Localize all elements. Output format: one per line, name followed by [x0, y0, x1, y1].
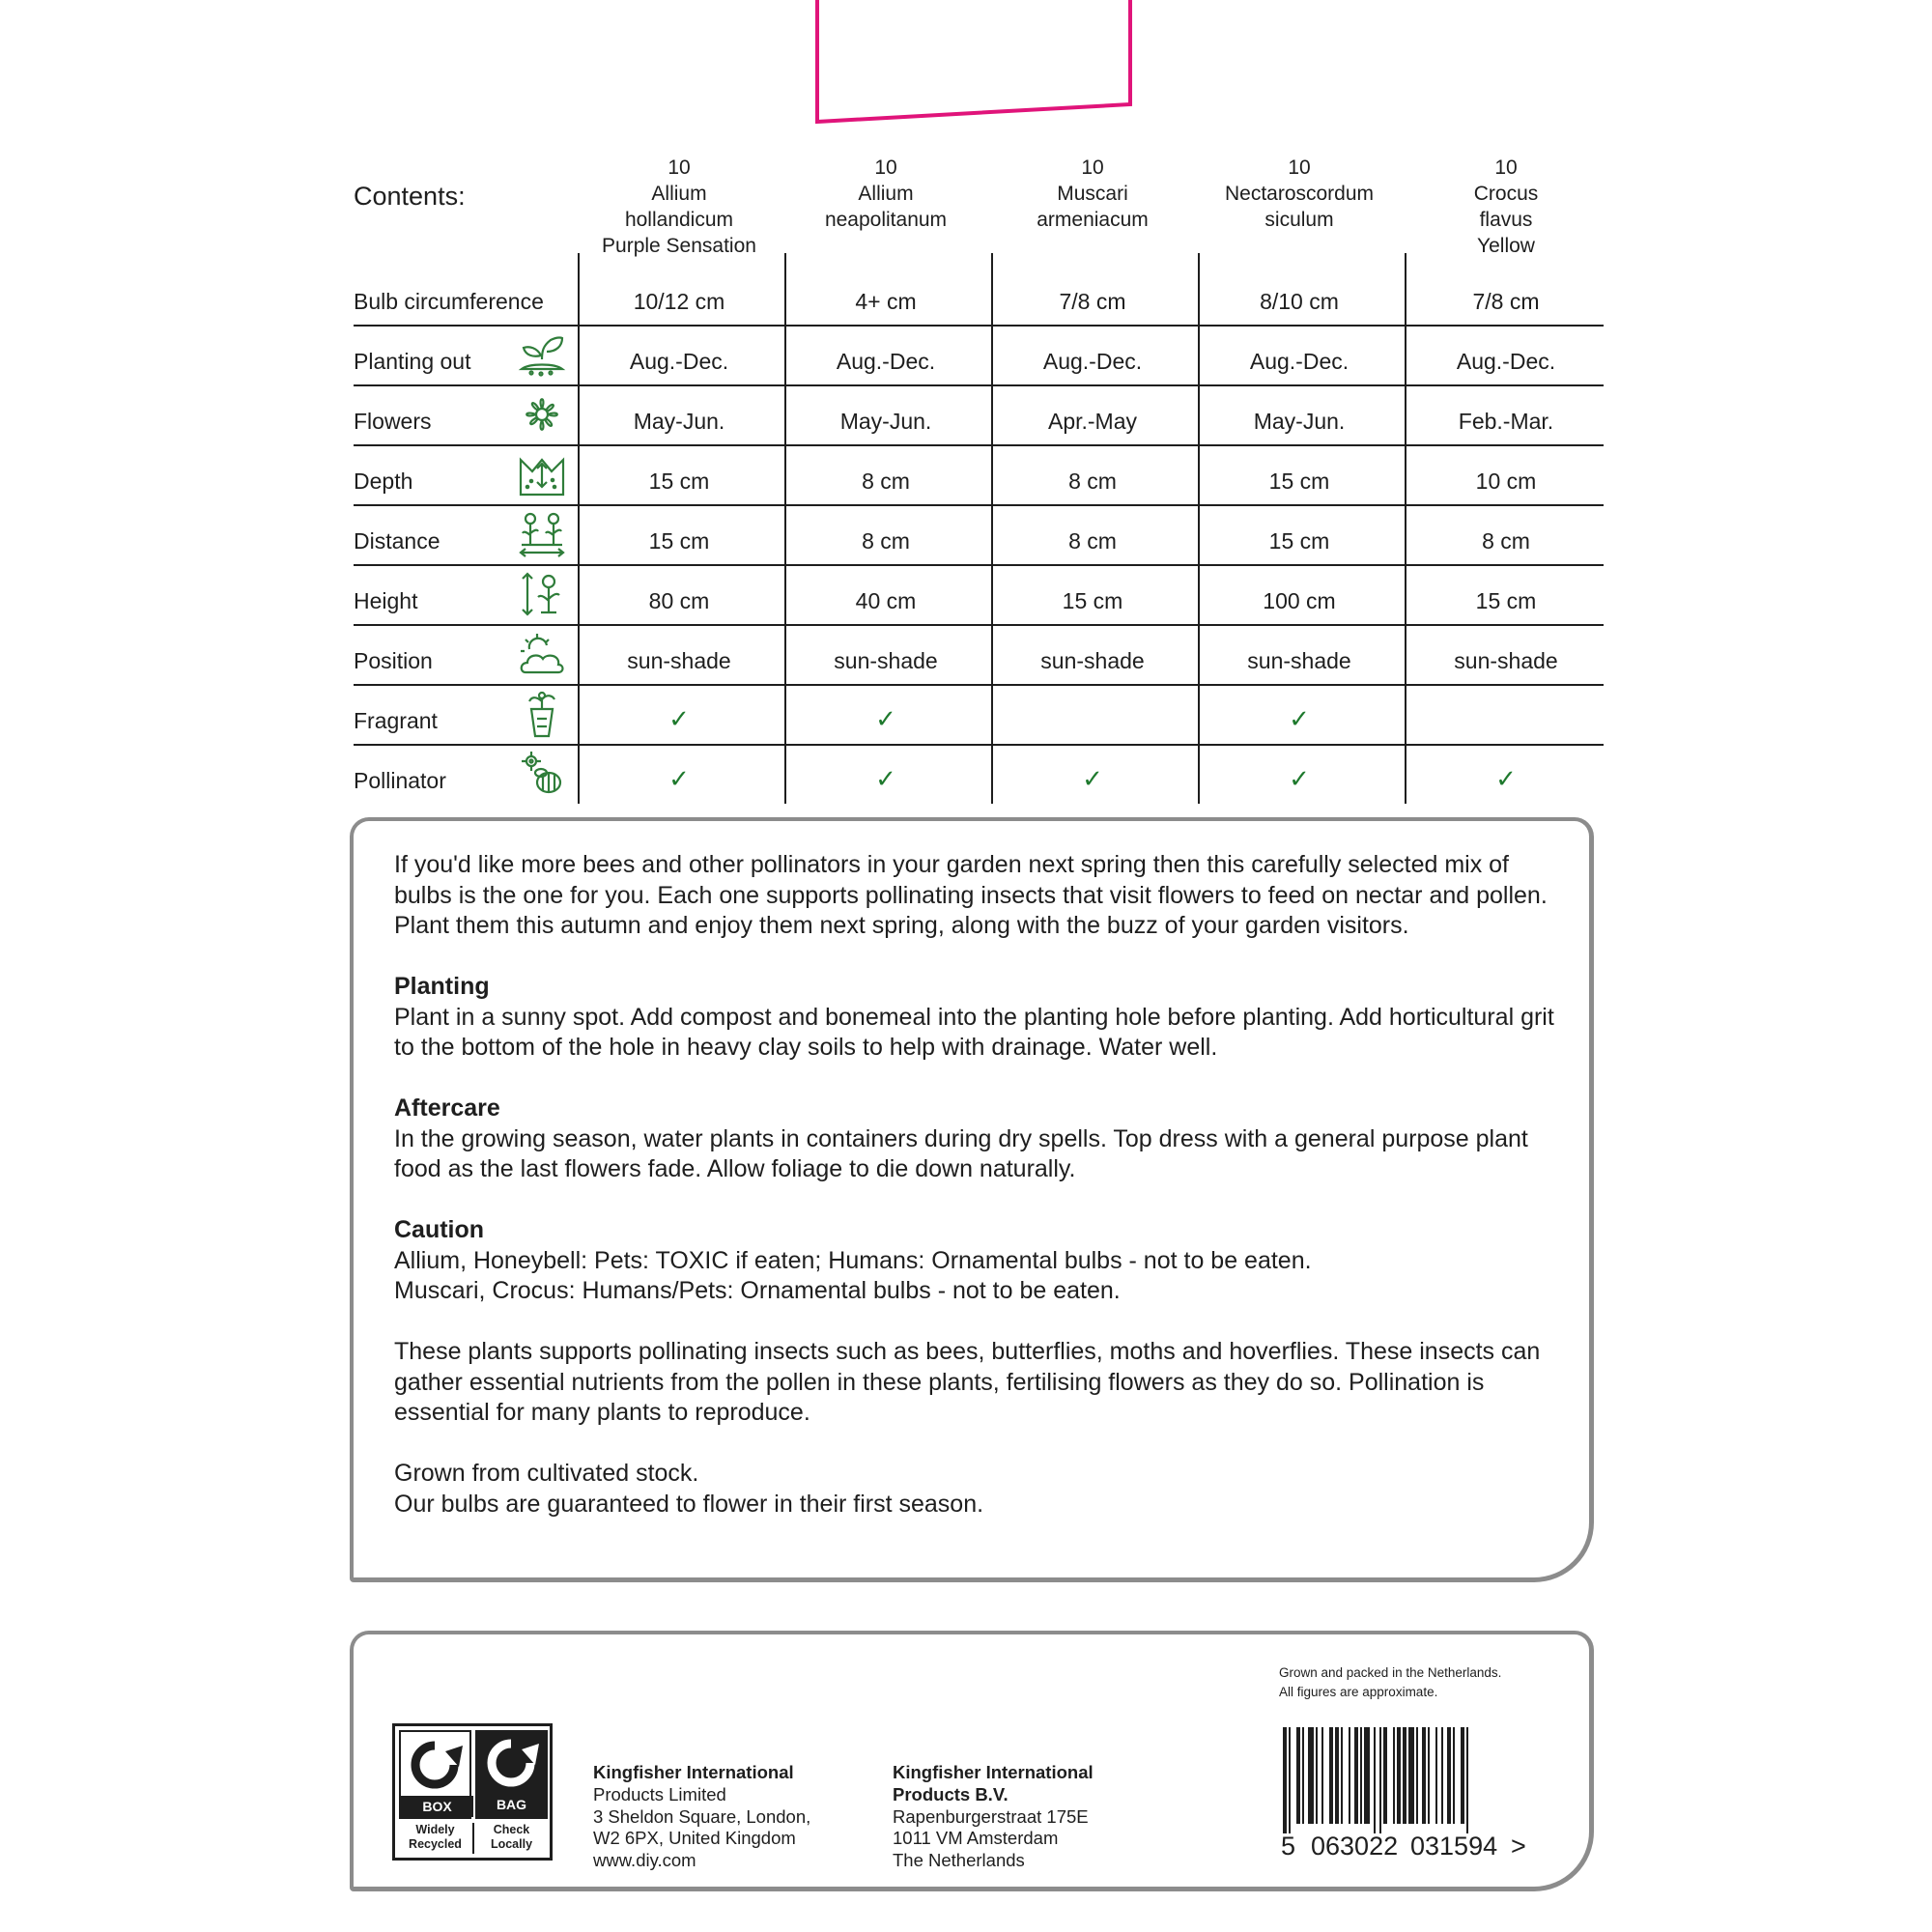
table-cell: ✓	[1289, 704, 1310, 733]
depth-icon	[518, 450, 566, 498]
table-cell: 8 cm	[862, 469, 910, 494]
aftercare-section	[394, 1094, 1563, 1185]
origin-note	[1279, 1663, 1501, 1702]
table-cell: 7/8 cm	[1059, 289, 1126, 314]
column-header-line: neapolitanum	[824, 209, 948, 231]
barcode-digits: 031594	[1410, 1832, 1498, 1861]
table-cell: Apr.-May	[1047, 409, 1138, 434]
description-panel	[350, 817, 1594, 1582]
column-header-line: Muscari	[1057, 183, 1128, 205]
barcode-bar	[1289, 1727, 1291, 1833]
table-divider	[1198, 253, 1200, 804]
table-cell: 80 cm	[648, 588, 710, 613]
recycle-arrow-icon	[401, 1732, 469, 1796]
company-name: Kingfisher International	[593, 1762, 794, 1782]
table-cell: 15 cm	[1062, 588, 1123, 613]
column-header-line: 10	[1494, 156, 1518, 179]
bag-label: BAG	[496, 1797, 527, 1812]
column-header-line: Yellow	[1477, 235, 1535, 257]
table-rule	[354, 624, 1604, 626]
table-divider	[784, 253, 786, 804]
row-label-planting-out: Planting out	[354, 349, 471, 374]
column-header-line: 10	[668, 156, 691, 179]
nl-address	[893, 1762, 1094, 1872]
barcode-digit: 5	[1281, 1832, 1296, 1861]
contents-label: Contents:	[354, 182, 466, 211]
barcode-bar	[1321, 1727, 1323, 1824]
column-header	[996, 155, 1189, 233]
table-rule	[354, 504, 1604, 506]
barcode-bar	[1316, 1727, 1318, 1824]
barcode-bar	[1466, 1727, 1468, 1833]
column-header	[789, 155, 982, 233]
column-header	[1203, 155, 1396, 233]
column-header-line: Purple Sensation	[602, 235, 756, 257]
distance-icon	[518, 510, 566, 558]
barcode-bar	[1341, 1727, 1343, 1824]
bag-caption	[475, 1823, 548, 1852]
company-name-line: Products B.V.	[893, 1783, 1009, 1804]
caution-line: Muscari, Crocus: Humans/Pets: Ornamental bulbs - not to be eaten.	[394, 1277, 1121, 1304]
barcode-bar	[1374, 1727, 1376, 1833]
table-rule	[354, 744, 1604, 746]
barcode-bar	[1329, 1727, 1333, 1824]
origin-line: Grown and packed in the Netherlands.	[1279, 1665, 1502, 1680]
row-label-pollinator: Pollinator	[354, 768, 446, 793]
table-cell: 8 cm	[862, 528, 910, 554]
description-text	[394, 850, 1563, 1550]
barcode-bar	[1335, 1727, 1339, 1824]
table-cell: Aug.-Dec.	[1042, 349, 1143, 374]
recycle-box-frame	[399, 1730, 471, 1819]
box-caption-line: Recycled	[409, 1837, 462, 1851]
column-header-line: flavus	[1479, 209, 1533, 231]
box-label: BOX	[401, 1796, 473, 1817]
table-cell: ✓	[875, 764, 896, 793]
table-divider	[1405, 253, 1406, 804]
row-label-flowers: Flowers	[354, 409, 432, 434]
table-cell: Aug.-Dec.	[836, 349, 936, 374]
column-header-line: 10	[1081, 156, 1104, 179]
row-label-position: Position	[354, 648, 433, 673]
height-icon	[518, 570, 566, 618]
fragrance-icon	[518, 690, 566, 738]
recycle-arrow-icon	[475, 1730, 548, 1794]
caution-heading: Caution	[394, 1216, 485, 1243]
uk-address	[593, 1762, 810, 1872]
column-header-line: Nectaroscordum	[1224, 183, 1375, 205]
table-divider	[578, 253, 580, 804]
recycle-bag-frame	[475, 1730, 548, 1819]
barcode-bar	[1302, 1727, 1304, 1824]
origin-line: All figures are approximate.	[1279, 1685, 1438, 1699]
company-name-line: Products Limited	[593, 1783, 726, 1804]
box-caption	[399, 1823, 471, 1852]
table-cell: May-Jun.	[839, 409, 932, 434]
flower-icon	[518, 390, 566, 439]
planting-text: Plant in a sunny spot. Add compost and bonemeal into the planting hole before planting. Add horticultural grit to the bottom of the hole in heavy clay soils to help with drainage. Water well.	[394, 1003, 1554, 1061]
footer-panel	[350, 1631, 1594, 1891]
table-cell: 8/10 cm	[1260, 289, 1339, 314]
barcode-bar	[1408, 1727, 1414, 1824]
barcode-bar	[1360, 1727, 1362, 1824]
table-cell: ✓	[668, 764, 690, 793]
company-name: Kingfisher International	[893, 1762, 1094, 1782]
table-rule	[354, 564, 1604, 566]
planting-heading: Planting	[394, 973, 490, 1000]
table-cell: sun-shade	[1247, 648, 1351, 673]
table-cell: sun-shade	[834, 648, 938, 673]
address-line: W2 6PX, United Kingdom	[593, 1828, 796, 1849]
barcode-bar	[1447, 1727, 1451, 1824]
table-cell: 15 cm	[1475, 588, 1537, 613]
barcode-bars	[1283, 1727, 1468, 1833]
row-label-fragrant: Fragrant	[354, 708, 438, 733]
table-cell: May-Jun.	[1253, 409, 1346, 434]
table-cell: 4+ cm	[855, 289, 917, 314]
column-header	[582, 155, 776, 259]
bag-caption-line: Check	[493, 1823, 530, 1836]
table-cell: Feb.-Mar.	[1458, 409, 1554, 434]
address-line: The Netherlands	[893, 1850, 1025, 1871]
barcode-bar	[1461, 1727, 1464, 1824]
barcode-bar	[1397, 1727, 1401, 1824]
barcode-bar	[1379, 1727, 1381, 1833]
table-cell: sun-shade	[1040, 648, 1145, 673]
table-cell: Aug.-Dec.	[1456, 349, 1556, 374]
table-cell: sun-shade	[627, 648, 731, 673]
bag-caption-line: Locally	[490, 1837, 533, 1851]
barcode-bar	[1354, 1727, 1358, 1824]
table-rule	[354, 325, 1604, 327]
barcode-digits: 063022	[1311, 1832, 1399, 1861]
table-rule	[354, 384, 1604, 386]
barcode	[1279, 1727, 1532, 1861]
table-cell: 40 cm	[855, 588, 917, 613]
recycle-bag-mark	[475, 1730, 548, 1856]
stock-line: Our bulbs are guaranteed to flower in their first season.	[394, 1490, 984, 1518]
hang-tab-outline	[0, 0, 1932, 135]
table-rule	[354, 444, 1604, 446]
barcode-bar	[1441, 1727, 1443, 1824]
planting-section	[394, 972, 1563, 1064]
row-label-depth: Depth	[354, 469, 413, 494]
column-header-line: Allium	[651, 183, 707, 205]
aftercare-text: In the growing season, water plants in containers during dry spells. Top dress with a general purpose plant food as the last flowers fade. Allow foliage to die down naturally.	[394, 1124, 1528, 1182]
column-header-line: 10	[1288, 156, 1311, 179]
bee-icon	[518, 750, 566, 798]
address-line: 1011 VM Amsterdam	[893, 1828, 1059, 1849]
table-cell: ✓	[1082, 764, 1103, 793]
stock-line: Grown from cultivated stock.	[394, 1460, 699, 1487]
recycle-divider	[472, 1823, 474, 1854]
table-rule	[354, 684, 1604, 686]
website-link[interactable]: www.diy.com	[593, 1850, 696, 1871]
recycling-label	[392, 1723, 553, 1861]
address-line: Rapenburgerstraat 175E	[893, 1805, 1089, 1827]
aftercare-heading: Aftercare	[394, 1094, 500, 1122]
barcode-bar	[1453, 1727, 1455, 1824]
table-cell: 15 cm	[648, 528, 710, 554]
barcode-bar	[1422, 1727, 1426, 1824]
barcode-bar	[1364, 1727, 1370, 1824]
barcode-bar	[1296, 1727, 1300, 1824]
table-cell: May-Jun.	[633, 409, 725, 434]
barcode-bar	[1403, 1727, 1406, 1824]
pollinators-paragraph: These plants supports pollinating insects such as bees, butterflies, moths and hoverflies. These insects can gather essential nutrients from the pollen in these plants, fertilising flowers as they do so. Pollination is essential for many plants to reproduce.	[394, 1338, 1541, 1426]
barcode-bar	[1283, 1727, 1287, 1833]
table-cell: 10/12 cm	[633, 289, 725, 314]
column-header	[1409, 155, 1603, 259]
table-cell: Aug.-Dec.	[1249, 349, 1350, 374]
column-header-line: Allium	[858, 183, 914, 205]
column-header-line: Crocus	[1473, 183, 1539, 205]
caution-line: Allium, Honeybell: Pets: TOXIC if eaten; Humans: Ornamental bulbs - not to be eaten.	[394, 1246, 1312, 1274]
table-cell: 10 cm	[1475, 469, 1537, 494]
table-cell: ✓	[668, 704, 690, 733]
recycle-box-mark	[399, 1730, 471, 1856]
intro-paragraph: If you'd like more bees and other pollinators in your garden next spring then this carefully selected mix of bulbs is the one for you. Each one supports pollinating insects that visit flowers to feed on nectar and pollen. Plant them this autumn and enjoy them next spring, along with the buzz of your garden visitors.	[394, 851, 1548, 939]
table-cell: 7/8 cm	[1472, 289, 1540, 314]
row-label-bulb-circumference: Bulb circumference	[354, 289, 544, 314]
sun-cloud-icon	[518, 630, 566, 678]
column-header-line: 10	[874, 156, 897, 179]
table-cell: 100 cm	[1263, 588, 1336, 613]
barcode-bar	[1349, 1727, 1350, 1824]
address-line: 3 Sheldon Square, London,	[593, 1805, 811, 1827]
column-header-line: armeniacum	[1037, 209, 1149, 231]
table-cell: 8 cm	[1068, 469, 1117, 494]
row-label-distance: Distance	[354, 528, 440, 554]
table-cell: 8 cm	[1068, 528, 1117, 554]
barcode-bar	[1393, 1727, 1395, 1824]
box-caption-line: Widely	[415, 1823, 455, 1836]
table-cell: 15 cm	[648, 469, 710, 494]
table-cell: ✓	[875, 704, 896, 733]
barcode-bar	[1383, 1727, 1387, 1824]
barcode-bar	[1435, 1727, 1437, 1824]
barcode-bar	[1416, 1727, 1418, 1824]
seedling-icon	[518, 330, 566, 379]
table-cell: ✓	[1495, 764, 1517, 793]
table-divider	[991, 253, 993, 804]
table-cell: 15 cm	[1268, 528, 1330, 554]
barcode-end-mark: >	[1511, 1832, 1526, 1861]
column-header-line: hollandicum	[624, 209, 734, 231]
table-cell: Aug.-Dec.	[629, 349, 729, 374]
row-label-height: Height	[354, 588, 418, 613]
table-cell: sun-shade	[1454, 648, 1558, 673]
barcode-bar	[1308, 1727, 1314, 1824]
table-cell: 8 cm	[1482, 528, 1530, 554]
table-cell: ✓	[1289, 764, 1310, 793]
stock-paragraph	[394, 1459, 1563, 1520]
table-cell: 15 cm	[1268, 469, 1330, 494]
barcode-bar	[1428, 1727, 1430, 1824]
column-header-line: siculum	[1264, 209, 1334, 231]
spec-table	[354, 145, 1604, 804]
caution-section	[394, 1215, 1563, 1307]
